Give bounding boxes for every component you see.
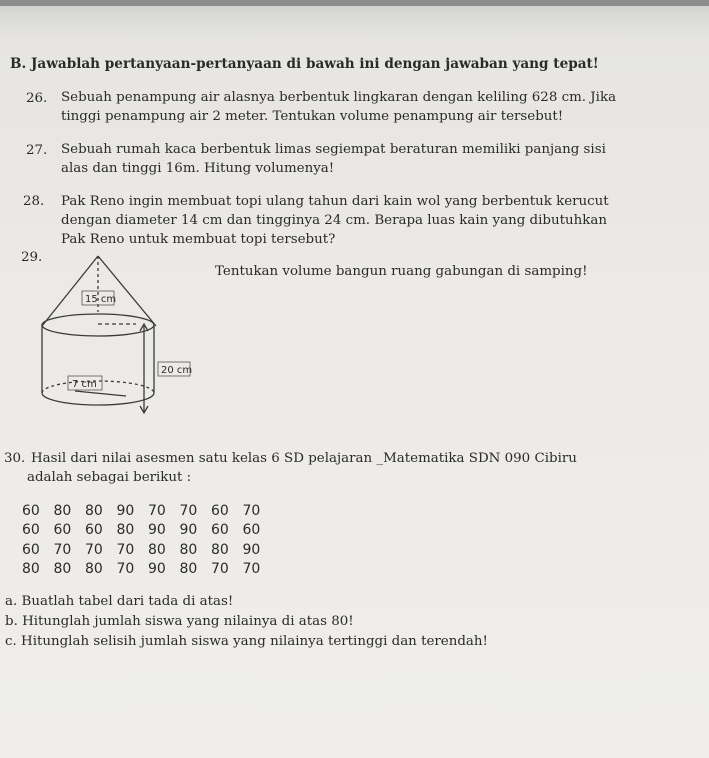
subquestion-c: c. Hitunglah selisih jumlah siswa yang nilainya tertinggi dan terendah! (5, 634, 488, 649)
score-cell: 80 (85, 503, 103, 519)
cone-height-label: 15 cm (85, 294, 117, 305)
score-cell: 80 (22, 560, 40, 577)
score-cell: 70 (242, 503, 261, 519)
score-cell: 60 (22, 541, 40, 558)
score-cell: 90 (148, 560, 166, 577)
score-cell: 70 (53, 541, 72, 558)
score-cell: 60 (211, 503, 229, 519)
composite-solid-figure (40, 248, 210, 428)
score-cell: 60 (53, 522, 72, 539)
score-cell: 90 (116, 503, 135, 519)
question-28-line-2: dengan diameter 14 cm dan tingginya 24 cm. Berapa luas kain yang dibutuhkan (61, 213, 607, 228)
score-cell: 70 (116, 541, 135, 558)
score-cell: 60 (22, 522, 40, 539)
question-30-line-2: adalah sebagai berikut : (27, 470, 192, 485)
score-cell: 70 (148, 503, 166, 519)
question-27-number: 27. (26, 143, 48, 158)
cylinder-height-label: 20 cm (161, 365, 193, 376)
question-26-number: 26. (26, 91, 48, 106)
score-cell: 70 (116, 560, 135, 577)
cylinder-top-ellipse (42, 314, 154, 336)
score-cell: 60 (242, 522, 261, 539)
cylinder-bottom-back-arc (42, 381, 154, 393)
score-cell: 70 (211, 560, 229, 577)
subquestion-a: a. Buatlah tabel dari tada di atas! (5, 594, 234, 609)
scores-row (22, 561, 274, 580)
question-26-line-1: Sebuah penampung air alasnya berbentuk lingkaran dengan keliling 628 cm. Jika (61, 90, 617, 105)
score-cell: 60 (211, 522, 229, 539)
score-cell: 90 (148, 522, 166, 539)
score-cell: 80 (211, 541, 229, 558)
score-cell: 80 (53, 503, 72, 519)
question-28-number: 28. (23, 194, 45, 209)
score-cell: 80 (53, 560, 72, 577)
score-cell: 70 (242, 560, 261, 577)
scores-row (22, 503, 274, 522)
score-cell: 80 (148, 541, 166, 558)
question-29-number: 29. (21, 250, 43, 265)
question-27-line-1: Sebuah rumah kaca berbentuk limas segiempat beraturan memiliki panjang sisi (61, 142, 606, 157)
question-26-line-2: tinggi penampung air 2 meter. Tentukan volume penampung air tersebut! (61, 109, 564, 124)
subquestion-b: b. Hitunglah jumlah siswa yang nilainya di atas 80! (5, 614, 354, 629)
photo-top-edge (0, 0, 709, 6)
score-cell: 90 (242, 541, 261, 558)
radius-label-leader (75, 391, 126, 396)
score-cell: 70 (179, 503, 198, 519)
question-27-line-2: alas dan tinggi 16m. Hitung volumenya! (61, 161, 335, 176)
score-cell: 70 (85, 541, 103, 558)
radius-label: 7 cm (72, 379, 97, 390)
score-cell: 60 (85, 522, 103, 539)
score-cell: 60 (22, 503, 40, 519)
score-cell: 80 (116, 522, 135, 539)
question-30-number: 30. (4, 451, 26, 466)
question-30-line-1: Hasil dari nilai asesmen satu kelas 6 SD pelajaran _Matematika SDN 090 Cibiru (31, 451, 577, 466)
question-28-line-3: Pak Reno untuk membuat topi tersebut? (61, 232, 336, 247)
score-cell: 90 (179, 522, 198, 539)
question-28-line-1: Pak Reno ingin membuat topi ulang tahun dari kain wol yang berbentuk kerucut (61, 194, 609, 209)
section-header: B. Jawablah pertanyaan-pertanyaan di bawah ini dengan jawaban yang tepat! (10, 56, 599, 72)
score-cell: 80 (179, 541, 198, 558)
score-cell: 80 (85, 560, 103, 577)
cylinder-bottom-front-arc (42, 393, 154, 405)
question-29-text: Tentukan volume bangun ruang gabungan di samping! (215, 264, 588, 279)
scores-row (22, 522, 274, 541)
scores-row (22, 542, 274, 561)
score-cell: 80 (179, 560, 198, 577)
scores-grid (22, 503, 274, 580)
